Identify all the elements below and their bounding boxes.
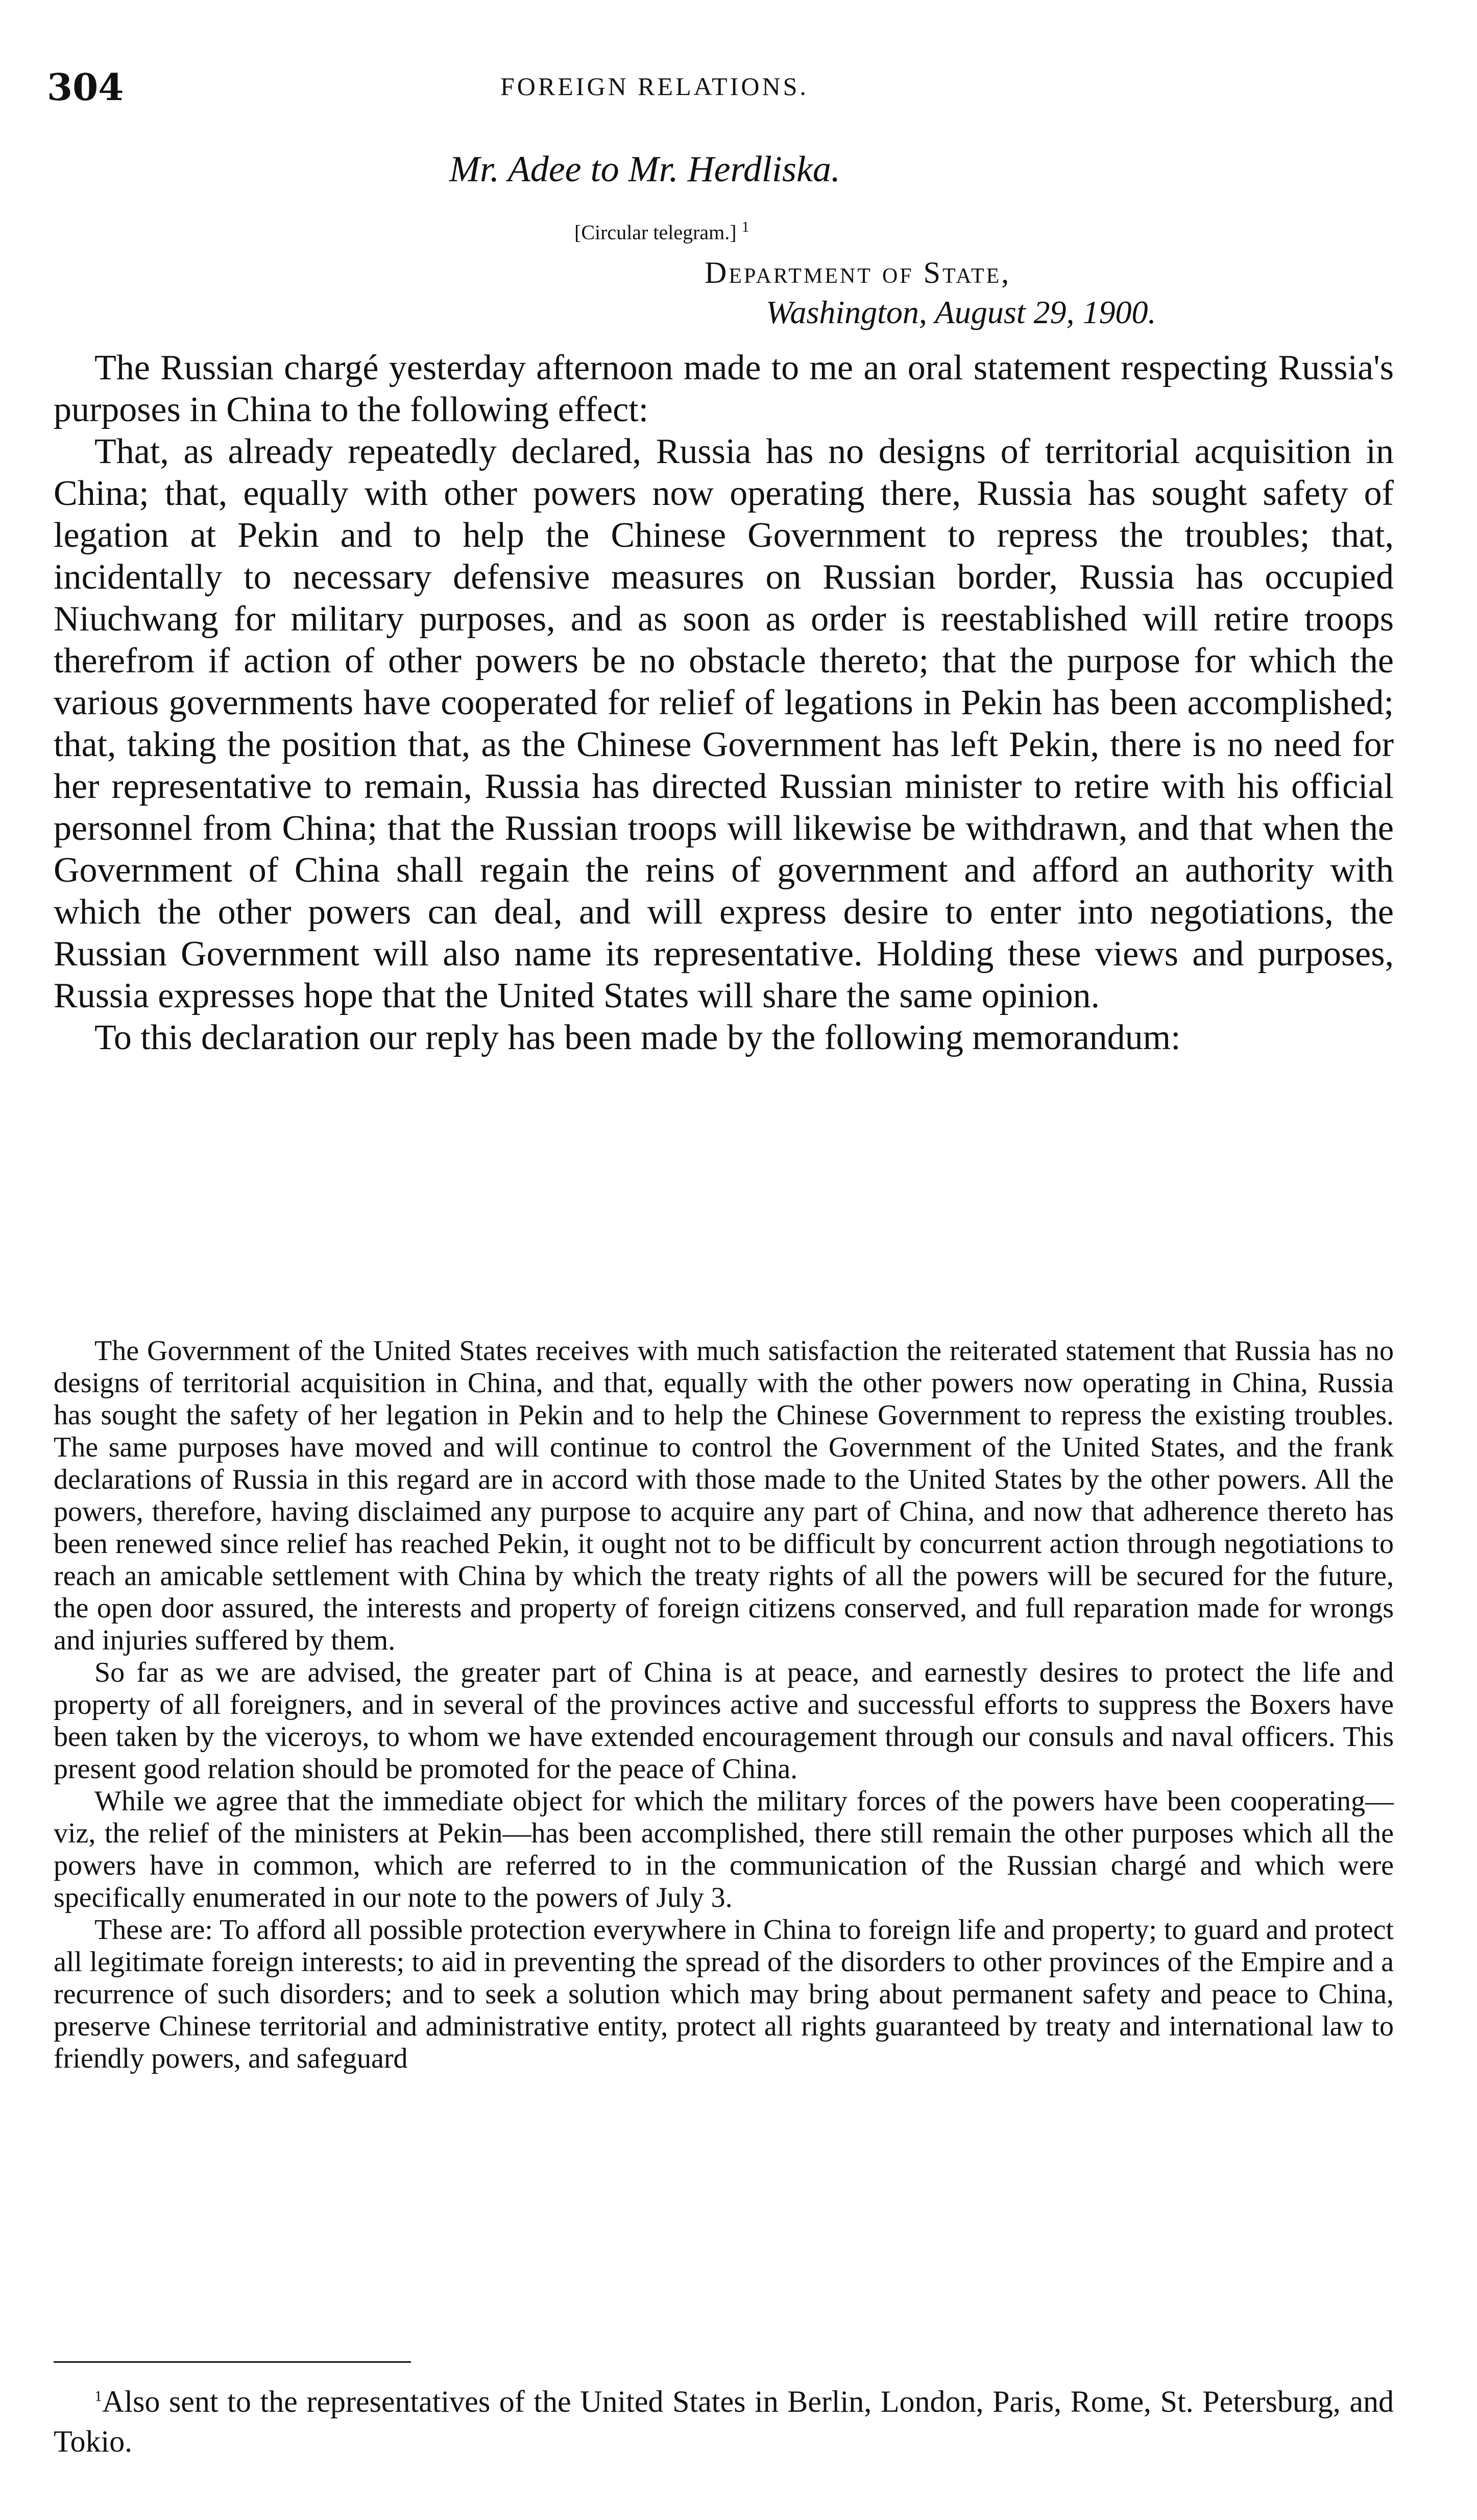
body-paragraph: To this declaration our reply has been made by the following memorandum: bbox=[94, 1018, 1181, 1057]
body-paragraph: That, as already repeatedly declared, Russia has no designs of territorial acquisition in China; that, equally with other powers now operating there, Russia has sought safety of legation at Pekin and to help the Chinese Government to repress the troubles; that, incidentally to necessary defensive measures on Russian border, Russia has occupied Niuchwang for military purposes, and as soon as order is reestablished will retire troops therefrom if action of other powers be no obstacle thereto; that the purpose for which the various governments have cooperated for relief of legations in Pekin has been accomplished; that, taking the position that, as the Chinese Government has left Pekin, there is no need for her representative to remain, Russia has directed Russian minister to retire with his official personnel from China; that the Russian troops will likewise be withdrawn, and that when the Government of China shall regain the reins of government and afford an authority with which the other powers can deal, and will express desire to enter into negotiations, the Russian Government will also name its representative. Holding these views and purposes, Russia expresses hope that the United States will share the same opinion. bbox=[54, 432, 1394, 1015]
memorandum bbox=[54, 1335, 1394, 2075]
telegram-note-text: [Circular telegram.] bbox=[574, 221, 737, 244]
page-number: 304 bbox=[47, 65, 124, 109]
letter-title: Mr. Adee to Mr. Herdliska. bbox=[449, 149, 840, 189]
running-head: FOREIGN RELATIONS. bbox=[500, 72, 809, 101]
dateline-place-date: Washington, August 29, 1900. bbox=[766, 294, 1156, 330]
memorandum-paragraph: These are: To afford all possible protection everywhere in China to foreign life and property; to guard and protect all legitimate foreign interests; to aid in preventing the spread of the disorders to other provinces of the Empire and a recurrence of such disorders; and to seek a solution which may bring about permanent safety and peace to China, preserve Chinese territorial and administrative entity, protect all rights guaranteed by treaty and international law to friendly powers, and safeguard bbox=[54, 1914, 1394, 2074]
memorandum-paragraph: So far as we are advised, the greater part of China is at peace, and earnestly desires to protect the life and property of all foreigners, and in several of the provinces active and successful efforts to suppress the Boxers have been taken by the viceroys, to whom we have extended encouragement through our consuls and naval officers. This present good relation should be promoted for the peace of China. bbox=[54, 1657, 1394, 1785]
memorandum-paragraph: While we agree that the immediate object for which the military forces of the powers have been cooperating—viz, the relief of the ministers at Pekin—has been accomplished, there still remain the other purposes which all the powers have in common, which are referred to in the communication of the Russian chargé and which were specifically enumerated in our note to the powers of July 3. bbox=[54, 1785, 1394, 1913]
body-paragraph: The Russian chargé yesterday afternoon made to me an oral statement respecting Russia's purposes in China to the following effect: bbox=[54, 348, 1394, 429]
footnote-divider bbox=[54, 2361, 411, 2363]
footnote-text: Also sent to the representatives of the United States in Berlin, London, Paris, Rome, St. Petersburg, and Tokio. bbox=[54, 2385, 1394, 2458]
telegram-note bbox=[574, 219, 749, 244]
footnote-marker: 1 bbox=[94, 2388, 102, 2405]
letter-body bbox=[54, 347, 1394, 1059]
footnote bbox=[54, 2377, 1394, 2461]
dateline-department: Department of State, bbox=[705, 256, 1011, 289]
footnote-reference: 1 bbox=[741, 219, 749, 235]
memorandum-paragraph: The Government of the United States receives with much satisfaction the reiterated statement that Russia has no designs of territorial acquisition in China, and that, equally with the other powers now operating in China, Russia has sought the safety of her legation in Pekin and to help the Chinese Government to repress the existing troubles. The same purposes have moved and will continue to control the Government of the United States, and the frank declarations of Russia in this regard are in accord with those made to the United States by the other powers. All the powers, therefore, having disclaimed any purpose to acquire any part of China, and now that adherence thereto has been renewed since relief has reached Pekin, it ought not to be difficult by concurrent action through negotiations to reach an amicable settlement with China by which the treaty rights of all the powers will be secured for the future, the open door assured, the interests and property of foreign citizens conserved, and full reparation made for wrongs and injuries suffered by them. bbox=[54, 1335, 1394, 1656]
